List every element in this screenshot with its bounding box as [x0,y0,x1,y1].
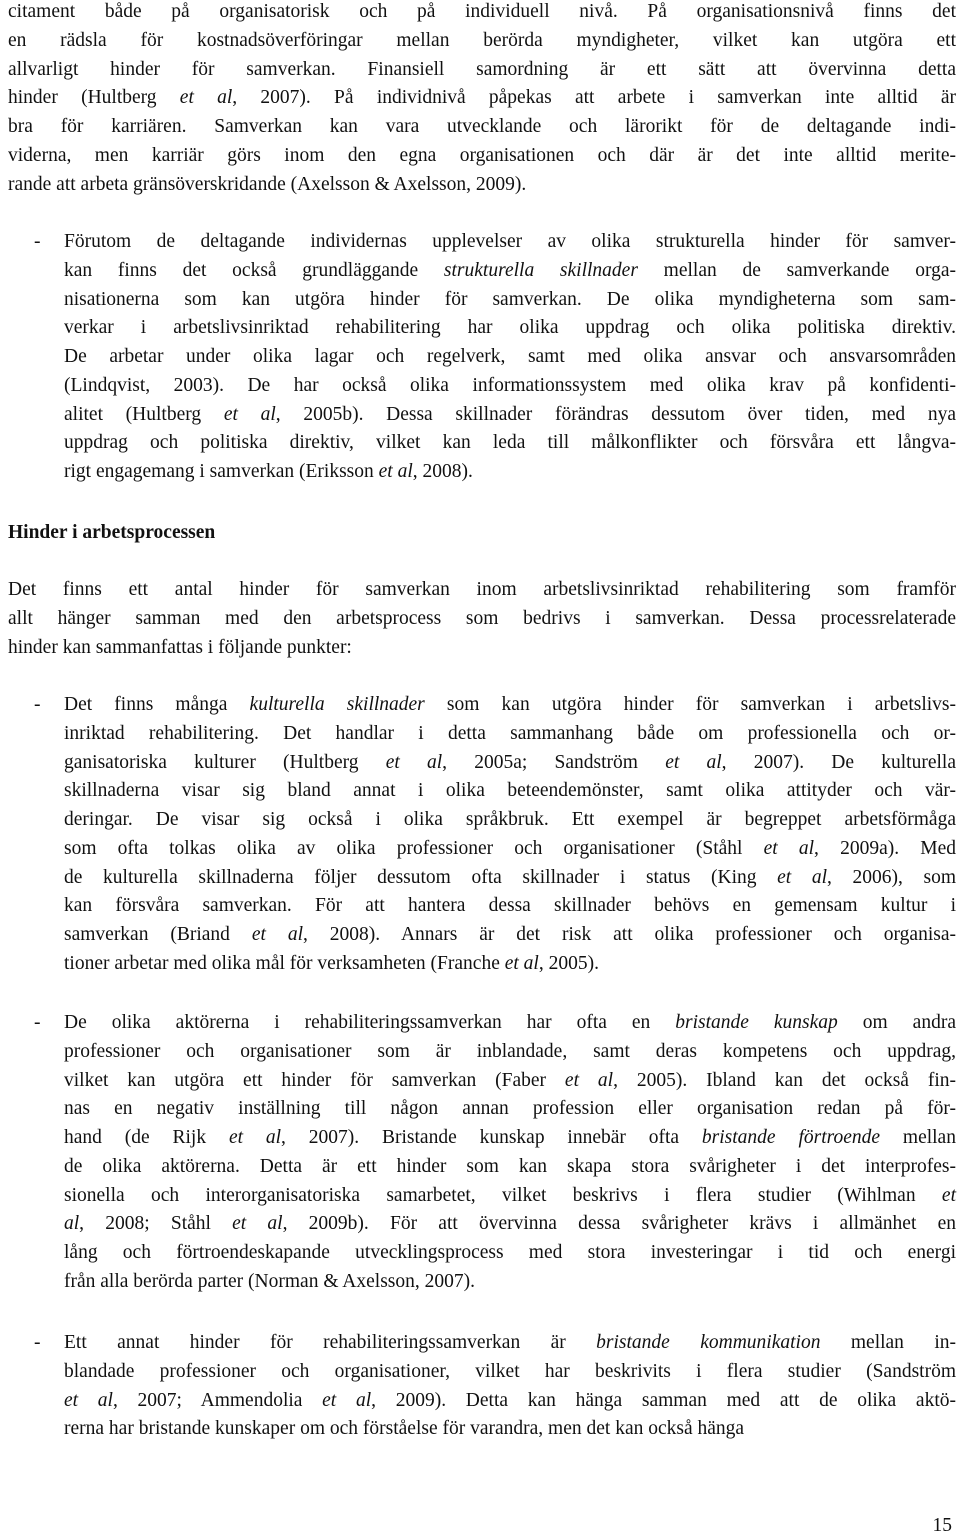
bullet-dash: - [34,694,41,715]
bullet-item-line: nisationerna som kan utgöra hinder för samverkan. De olika myndigheterna som sam- [64,288,956,310]
paragraph-line: bra för karriären. Samverkan kan vara utvecklande och lärorikt för de deltagande indi- [8,116,956,137]
bullet-item-line: nas en negativ inställning till någon annan profession eller organisation redan på för- [64,1098,956,1120]
bullet-item-line: et al, 2007; Ammendolia et al, 2009). Detta kan hänga samman med att de olika aktö- [64,1389,956,1411]
bullet-item-line: professioner och organisationer som är inblandade, samt deras kompetens och uppdrag, [64,1040,956,1062]
paragraph-line: Det finns ett antal hinder för samverkan inom arbetslivsinriktad rehabilitering som framför [8,579,956,600]
page-number: 15 [932,1515,952,1536]
bullet-dash: - [34,1012,41,1033]
paragraph-line: en rädsla för kostnadsöverföringar mellan berörda myndigheter, vilket kan utgöra ett [8,29,956,51]
section-heading: Hinder i arbetsprocessen [8,522,216,543]
paragraph-line: hinder (Hultberg et al, 2007). På individnivå påpekas att arbete i samverkan inte alltid är [8,87,956,109]
bullet-item-line: kan finns det också grundläggande strukturella skillnader mellan de samverkande orga- [64,259,956,281]
bullet-dash: - [34,1332,41,1353]
bullet-item-line: kan försvåra samverkan. För att hantera dessa skillnader behövs en gemensam kultur i [64,895,956,917]
bullet-item-line: ganisatoriska kulturer (Hultberg et al, 2005a; Sandström et al, 2007). De kulturella [64,751,956,773]
paragraph-line: allvarligt hinder för samverkan. Finansiell samordning är ett sätt att övervinna detta [8,58,956,80]
bullet-item-line: al, 2008; Ståhl et al, 2009b). För att övervinna dessa svårigheter krävs i allmänhet en [64,1213,956,1235]
bullet-item-line: de olika aktörerna. Detta är ett hinder som kan skapa stora svårigheter i det interprofes- [64,1155,956,1177]
bullet-item-line: Det finns många kulturella skillnader som kan utgöra hinder för samverkan i arbetslivs- [64,694,956,715]
bullet-item-line: från alla berörda parter (Norman & Axelsson, 2007). [64,1270,475,1292]
bullet-item-line: De arbetar under olika lagar och regelverk, samt med olika ansvar och ansvarsområden [64,346,956,367]
bullet-item-line: Förutom de deltagande individernas upplevelser av olika strukturella hinder för samver- [64,231,956,252]
paragraph-line: citament både på organisatorisk och på individuell nivå. På organisationsnivå finns det [8,1,956,22]
bullet-item-line: deringar. De visar sig också i olika språkbruk. Ett exempel är begreppet arbetsförmåga [64,809,956,830]
bullet-item-line: Ett annat hinder för rehabiliteringssamverkan är bristande kommunikation mellan in- [64,1332,956,1353]
bullet-dash: - [34,231,41,252]
bullet-item-line: hand (de Rijk et al, 2007). Bristande kunskap innebär ofta bristande förtroende mellan [64,1127,956,1148]
bullet-item-line: sionella och interorganisatoriska samarbetet, vilket beskrivs i flera studier (Wihlman et [64,1184,956,1206]
bullet-item-line: samverkan (Briand et al, 2008). Annars är det risk att olika professioner och organisa- [64,924,956,945]
bullet-item-line: inriktad rehabilitering. Det handlar i detta sammanhang både om professionella och or- [64,722,956,744]
paragraph-line: viderna, men karriär görs inom den egna organisationen och där är det inte alltid merite- [8,144,956,166]
bullet-item-line: rerna har bristande kunskaper om och förståelse för varandra, men det kan också hänga [64,1418,745,1440]
bullet-item-line: De olika aktörerna i rehabiliteringssamverkan har ofta en bristande kunskap om andra [64,1012,956,1033]
bullet-item-line: skillnaderna visar sig bland annat i olika beteendemönster, samt olika attityder och vär- [64,780,956,802]
bullet-item-line: rigt engagemang i samverkan (Eriksson et al, 2008). [64,461,473,482]
bullet-item-line: som ofta tolkas olika av olika professioner och organisationer (Ståhl et al, 2009a). Med [64,837,956,859]
bullet-item-line: tioner arbetar med olika mål för verksamheten (Franche et al, 2005). [64,952,599,974]
bullet-item-line: de kulturella skillnaderna följer dessutom ofta skillnader i status (King et al, 2006), som [64,866,956,888]
paragraph-line: hinder kan sammanfattas i följande punkter: [8,636,352,658]
paragraph-line: allt hänger samman med den arbetsprocess som bedrivs i samverkan. Dessa processrelaterade [8,607,956,629]
bullet-item-line: alitet (Hultberg et al, 2005b). Dessa skillnader förändras dessutom över tiden, med nya [64,403,956,425]
bullet-item-line: blandade professioner och organisationer, vilket har beskrivits i flera studier (Sandström [64,1360,956,1382]
bullet-item-line: (Lindqvist, 2003). De har också olika informationssystem med olika krav på konfidenti- [64,374,956,396]
bullet-item-line: verkar i arbetslivsinriktad rehabilitering har olika uppdrag och olika politiska direktiv. [64,317,956,339]
bullet-item-line: vilket kan utgöra ett hinder för samverkan (Faber et al, 2005). Ibland kan det också fin- [64,1069,957,1091]
paragraph-line: rande att arbeta gränsöverskridande (Axelsson & Axelsson, 2009). [8,173,527,195]
bullet-item-line: lång och förtroendeskapande utvecklingsprocess med stora investeringar i tid och energi [64,1242,956,1263]
bullet-item-line: uppdrag och politiska direktiv, vilket kan leda till målkonflikter och försvåra ett långva- [64,432,956,454]
